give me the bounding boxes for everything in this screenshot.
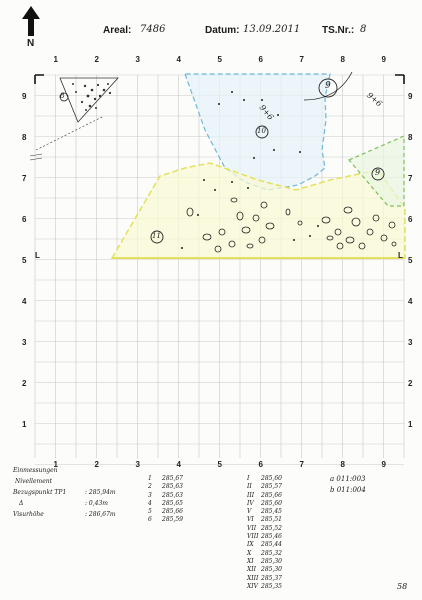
elevation-row-roman bbox=[247, 533, 282, 541]
y-label-right: 9 bbox=[408, 91, 413, 101]
elevation-row-roman bbox=[247, 492, 282, 500]
elevation-number: XIV bbox=[247, 582, 258, 590]
y-label-right: 5 bbox=[408, 255, 413, 265]
elevation-row-roman bbox=[247, 541, 282, 549]
grid-corner-right: L bbox=[398, 251, 403, 260]
y-label-left: 7 bbox=[22, 173, 27, 183]
x-label-bottom: 9 bbox=[381, 460, 386, 469]
elevation-value: 285,52 bbox=[261, 524, 282, 532]
find-number-9-top: 9 bbox=[325, 81, 331, 91]
elevation-row-roman bbox=[247, 483, 282, 491]
x-label-top: 1 bbox=[53, 55, 58, 64]
elevation-number: XIII bbox=[247, 574, 259, 582]
elevation-number: IX bbox=[247, 541, 254, 549]
sample-row bbox=[330, 474, 366, 485]
y-label-right: 3 bbox=[408, 337, 413, 347]
elevation-row-roman bbox=[247, 516, 282, 524]
x-label-top: 6 bbox=[258, 55, 263, 64]
y-label-left: 3 bbox=[22, 337, 27, 347]
elevation-row-arabic bbox=[148, 475, 183, 483]
x-label-top: 8 bbox=[340, 55, 345, 64]
y-label-right: 7 bbox=[408, 173, 413, 183]
y-label-left: 1 bbox=[22, 419, 27, 429]
datum-label: Datum: bbox=[205, 25, 240, 36]
y-label-right: 4 bbox=[408, 296, 413, 306]
elevation-value: 285,45 bbox=[261, 508, 282, 516]
elevation-number: VIII bbox=[247, 533, 259, 541]
elevation-value: 285,32 bbox=[261, 549, 282, 557]
sample-label: a bbox=[330, 475, 337, 483]
y-label-right: 1 bbox=[408, 419, 413, 429]
elevation-value: 285,63 bbox=[162, 483, 183, 491]
notes-line4-value: : 286,67m bbox=[85, 511, 116, 518]
elevation-row-arabic bbox=[148, 500, 183, 508]
grid-corner-left: L bbox=[35, 251, 40, 260]
notes-line4 bbox=[13, 509, 116, 520]
x-label-bottom: 6 bbox=[258, 460, 263, 469]
x-label-top: 3 bbox=[135, 55, 140, 64]
x-label-bottom: 7 bbox=[299, 460, 304, 469]
elevation-value: 285,63 bbox=[162, 491, 183, 499]
label-top-right: 9+6 bbox=[365, 90, 384, 109]
x-label-bottom: 3 bbox=[135, 460, 140, 469]
notes-line2-value: : 285,94m bbox=[85, 489, 116, 496]
elevation-number: I bbox=[247, 475, 250, 482]
page-number: 58 bbox=[397, 582, 408, 591]
elevation-row-roman bbox=[247, 500, 282, 508]
notes-line3-label: Δ bbox=[19, 500, 24, 507]
elevation-row-arabic bbox=[148, 516, 183, 524]
elevation-row-roman bbox=[247, 575, 282, 583]
tsnr-value: 8 bbox=[360, 24, 367, 35]
samples-list bbox=[330, 474, 366, 496]
elevation-row-roman bbox=[247, 508, 282, 516]
elevation-value: 285,35 bbox=[261, 582, 282, 590]
y-label-right: 8 bbox=[408, 132, 413, 142]
tsnr-label: TS.Nr.: bbox=[322, 25, 355, 36]
elevation-number: 1 bbox=[148, 475, 152, 482]
y-label-left: 2 bbox=[22, 378, 27, 388]
elevation-value: 285,46 bbox=[261, 533, 282, 541]
x-label-top: 2 bbox=[94, 55, 99, 64]
elevation-value: 285,30 bbox=[261, 566, 282, 574]
notes-line2 bbox=[13, 487, 116, 498]
y-label-left: 8 bbox=[22, 132, 27, 142]
elevation-number: 5 bbox=[148, 508, 152, 516]
notes-left bbox=[13, 465, 116, 520]
elevation-value: 285,44 bbox=[261, 541, 282, 549]
elevation-value: 285,66 bbox=[261, 491, 282, 499]
notes-line3-value: : 0,43m bbox=[85, 500, 108, 507]
elevation-value: 285,65 bbox=[162, 499, 183, 507]
elevations-arabic bbox=[148, 475, 183, 525]
elevation-value: 285,57 bbox=[261, 483, 282, 491]
elevation-row-roman bbox=[247, 566, 282, 574]
x-label-bottom: 1 bbox=[53, 460, 58, 469]
x-label-top: 5 bbox=[217, 55, 222, 64]
x-label-bottom: 8 bbox=[340, 460, 345, 469]
notes-line3 bbox=[13, 498, 108, 509]
x-label-top: 7 bbox=[299, 55, 304, 64]
y-label-left: 9 bbox=[22, 91, 27, 101]
x-label-top: 9 bbox=[381, 55, 386, 64]
elevation-value: 285,67 bbox=[162, 475, 183, 482]
sample-value: 011:003 bbox=[336, 475, 366, 483]
find-number-11: 11 bbox=[152, 232, 161, 240]
elevation-row-arabic bbox=[148, 508, 183, 516]
elevation-value: 285,59 bbox=[162, 516, 183, 524]
elevation-number: IV bbox=[247, 499, 254, 507]
elevation-value: 285,51 bbox=[261, 516, 282, 524]
elevation-number: XII bbox=[247, 566, 257, 574]
elevation-row-roman bbox=[247, 550, 282, 558]
elevation-number: 3 bbox=[148, 491, 152, 499]
hatched-area bbox=[60, 78, 118, 122]
notes-line4-label: Visurhöhe bbox=[13, 511, 44, 518]
elevation-row-roman bbox=[247, 583, 282, 591]
sample-row bbox=[330, 485, 366, 496]
datum-value: 13.09.2011 bbox=[243, 24, 301, 35]
elevation-number: X bbox=[247, 549, 252, 557]
elevation-number: VI bbox=[247, 516, 254, 524]
areal-label: Areal: bbox=[103, 25, 132, 36]
find-number-10: 10 bbox=[257, 127, 266, 135]
elevation-value: 285,30 bbox=[261, 557, 282, 565]
x-label-bottom: 4 bbox=[176, 460, 181, 469]
elevation-row-roman bbox=[247, 525, 282, 533]
y-label-left: 4 bbox=[22, 296, 27, 306]
elevation-value: 285,37 bbox=[261, 574, 282, 582]
elevation-value: 285,66 bbox=[162, 508, 183, 516]
north-label: N bbox=[27, 38, 35, 49]
elevation-number: VII bbox=[247, 524, 257, 532]
y-label-left: 5 bbox=[22, 255, 27, 265]
find-number-8: 8 bbox=[60, 92, 65, 100]
sample-label: b bbox=[330, 486, 337, 494]
elevation-value: 285,60 bbox=[261, 475, 282, 482]
elevation-row-roman bbox=[247, 475, 282, 483]
sample-value: 011:004 bbox=[336, 486, 366, 494]
notes-title: Einmessungen bbox=[13, 467, 58, 474]
elevation-number: 4 bbox=[148, 499, 152, 507]
elevation-number: III bbox=[247, 491, 255, 499]
elevation-row-roman bbox=[247, 558, 282, 566]
y-label-right: 2 bbox=[408, 378, 413, 388]
areal-value: 7486 bbox=[140, 24, 166, 35]
elevation-number: 2 bbox=[148, 483, 152, 491]
notes-line1: Nivellement bbox=[15, 478, 53, 485]
y-label-right: 6 bbox=[408, 214, 413, 224]
elevation-row-arabic bbox=[148, 492, 183, 500]
elevations-roman bbox=[247, 475, 282, 591]
elevation-number: 6 bbox=[148, 516, 152, 524]
elevation-number: II bbox=[247, 483, 252, 491]
y-label-left: 6 bbox=[22, 214, 27, 224]
label-center-top: 9+6 bbox=[257, 103, 276, 122]
x-label-bottom: 2 bbox=[94, 460, 99, 469]
elevation-number: V bbox=[247, 508, 252, 516]
find-number-9: 9 bbox=[375, 168, 381, 177]
x-label-top: 4 bbox=[176, 55, 181, 64]
notes-line2-label: Bezugspunkt TP1 bbox=[13, 489, 67, 496]
elevation-row-arabic bbox=[148, 483, 183, 491]
x-label-bottom: 5 bbox=[217, 460, 222, 469]
elevation-value: 285,60 bbox=[261, 499, 282, 507]
elevation-number: XI bbox=[247, 557, 254, 565]
